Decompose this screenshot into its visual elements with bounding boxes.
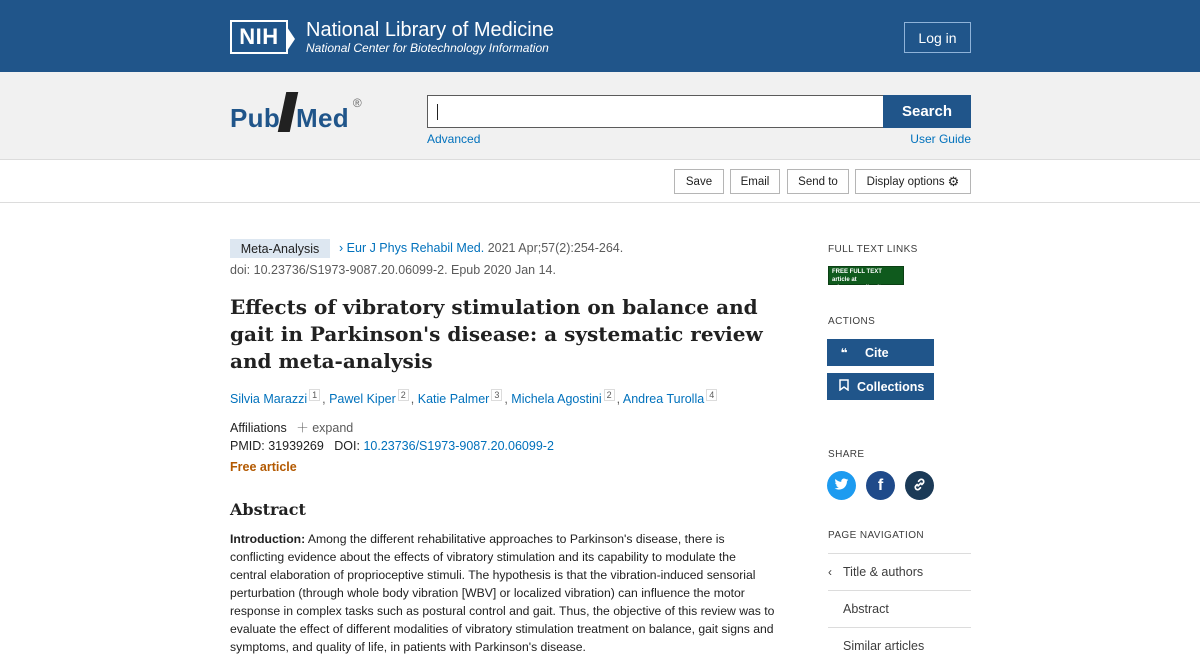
expand-label: expand <box>312 421 354 435</box>
author-link[interactable]: Pawel Kiper <box>329 392 396 407</box>
user-guide-link[interactable]: User Guide <box>910 132 971 146</box>
registered-mark: ® <box>352 96 362 110</box>
full-text-links-heading: FULL TEXT LINKS <box>828 244 918 255</box>
collections-label: Collections <box>857 379 925 394</box>
free-article-label: Free article <box>230 460 297 474</box>
introduction-label: Introduction: <box>230 532 306 546</box>
nav-item-label: Abstract <box>843 602 889 616</box>
display-options-label: Display options <box>866 175 945 188</box>
pmid-value: 31939269 <box>268 439 324 453</box>
page-navigation-heading: PAGE NAVIGATION <box>828 530 925 541</box>
article-toolbar <box>0 161 1200 203</box>
collections-button[interactable] <box>827 373 934 400</box>
affiliations-label: Affiliations <box>230 421 287 435</box>
twitter-share-button[interactable] <box>827 471 856 500</box>
affiliation-number[interactable]: 2 <box>398 389 409 401</box>
author-link[interactable]: Andrea Turolla <box>622 392 705 407</box>
chevron-right-icon: › <box>339 241 344 255</box>
text-caret <box>437 104 438 120</box>
nih-logo-mark: NIH <box>230 20 288 54</box>
affiliation-number[interactable]: 4 <box>706 389 717 401</box>
identifiers-row <box>230 439 554 453</box>
search-button[interactable]: Search <box>883 95 971 128</box>
doi-link[interactable]: 10.23736/S1973-9087.20.06099-2 <box>363 439 554 453</box>
nav-abstract[interactable] <box>828 590 971 627</box>
quote-icon: ❝ <box>840 345 848 360</box>
nav-similar-articles[interactable] <box>828 627 971 664</box>
citation-text: 2021 Apr;57(2):254-264. <box>487 241 624 255</box>
introduction-text: Among the different rehabilitative approaches to Parkinson's disease, there is conflicting evidence about the effects of vibratory stimulation and its capability to modulate the central elaboration of proprioceptive stimuli. The hypothesis is that the vibration-induced sensorial perturbation (through whole body vibration [WBV] or localized vibration) can influence the motor response in complex tasks such as postural control and gait. Thus, the objective of this review was to evaluate the effect of different modalities of vibratory stimulation treatment on balance, gait signs and symptoms, and quality of life, in patients with Parkinson's disease. <box>230 532 775 654</box>
affiliation-number[interactable]: 1 <box>309 389 320 401</box>
affiliations-row <box>230 418 353 436</box>
affiliation-number[interactable]: 2 <box>604 389 615 401</box>
doi-epub-line: doi: 10.23736/S1973-9087.20.06099-2. Epub 2020 Jan 14. <box>230 263 556 277</box>
citation-line <box>339 241 623 255</box>
save-button[interactable]: Save <box>674 169 724 194</box>
gear-icon: ⚙ <box>947 173 960 189</box>
full-text-logo-text: FREE FULL TEXT article at minervamedica.it <box>832 269 882 291</box>
actions-heading: ACTIONS <box>828 316 876 327</box>
pubmed-logo[interactable] <box>230 92 362 134</box>
doi-label: DOI: <box>334 439 360 453</box>
pmid-label: PMID: <box>230 439 265 453</box>
nav-item-label: Similar articles <box>843 639 925 653</box>
display-options-button[interactable] <box>855 169 971 194</box>
link-icon <box>912 477 927 495</box>
article-title: Effects of vibratory stimulation on balance and gait in Parkinson's disease: a systematic review and meta-analysis <box>230 295 763 373</box>
author-link[interactable]: Katie Palmer <box>417 392 490 407</box>
share-heading: SHARE <box>828 449 865 460</box>
nih-banner <box>0 0 1200 72</box>
abstract-heading: Abstract <box>230 500 306 519</box>
logo-med: Med <box>296 103 349 133</box>
publication-type-badge[interactable]: Meta-Analysis <box>230 239 330 258</box>
nav-item-label: Title & authors <box>843 565 924 579</box>
login-button[interactable]: Log in <box>904 22 971 53</box>
chevron-left-icon: ‹ <box>828 565 832 579</box>
copy-link-button[interactable] <box>905 471 934 500</box>
bookmark-icon <box>837 379 851 394</box>
author-link[interactable]: Michela Agostini <box>511 392 602 407</box>
cite-button[interactable] <box>827 339 934 366</box>
minervamedica-full-text-link[interactable] <box>828 266 904 291</box>
org-name: National Library of Medicine <box>306 19 554 41</box>
author-link[interactable]: Silvia Marazzi <box>230 392 308 407</box>
facebook-share-button[interactable] <box>866 471 895 500</box>
plus-icon: ＋ <box>296 421 309 435</box>
abstract-introduction <box>230 530 775 656</box>
facebook-icon: f <box>877 476 884 494</box>
nih-logo[interactable] <box>230 19 554 55</box>
cite-label: Cite <box>865 345 889 360</box>
expand-affiliations-button[interactable] <box>296 421 353 435</box>
email-button[interactable]: Email <box>730 169 780 194</box>
org-subtitle: National Center for Biotechnology Information <box>306 41 549 55</box>
advanced-search-link[interactable]: Advanced <box>427 132 481 146</box>
journal-link[interactable]: Eur J Phys Rehabil Med. <box>346 241 485 255</box>
send-to-button[interactable]: Send to <box>787 169 849 194</box>
search-input[interactable] <box>427 95 884 128</box>
search-band <box>0 72 1200 160</box>
logo-pub: Pub <box>230 103 281 133</box>
author-list: Silvia Marazzi $^1$ , Pawel Kiper $^2$ , Katie Palmer $^3$ , Michela Agostini $^2$ , Andrea Turolla $^4$ <box>230 390 719 406</box>
nav-title-authors[interactable] <box>828 553 971 590</box>
affiliation-number[interactable]: 3 <box>491 389 502 401</box>
twitter-icon <box>834 478 849 494</box>
